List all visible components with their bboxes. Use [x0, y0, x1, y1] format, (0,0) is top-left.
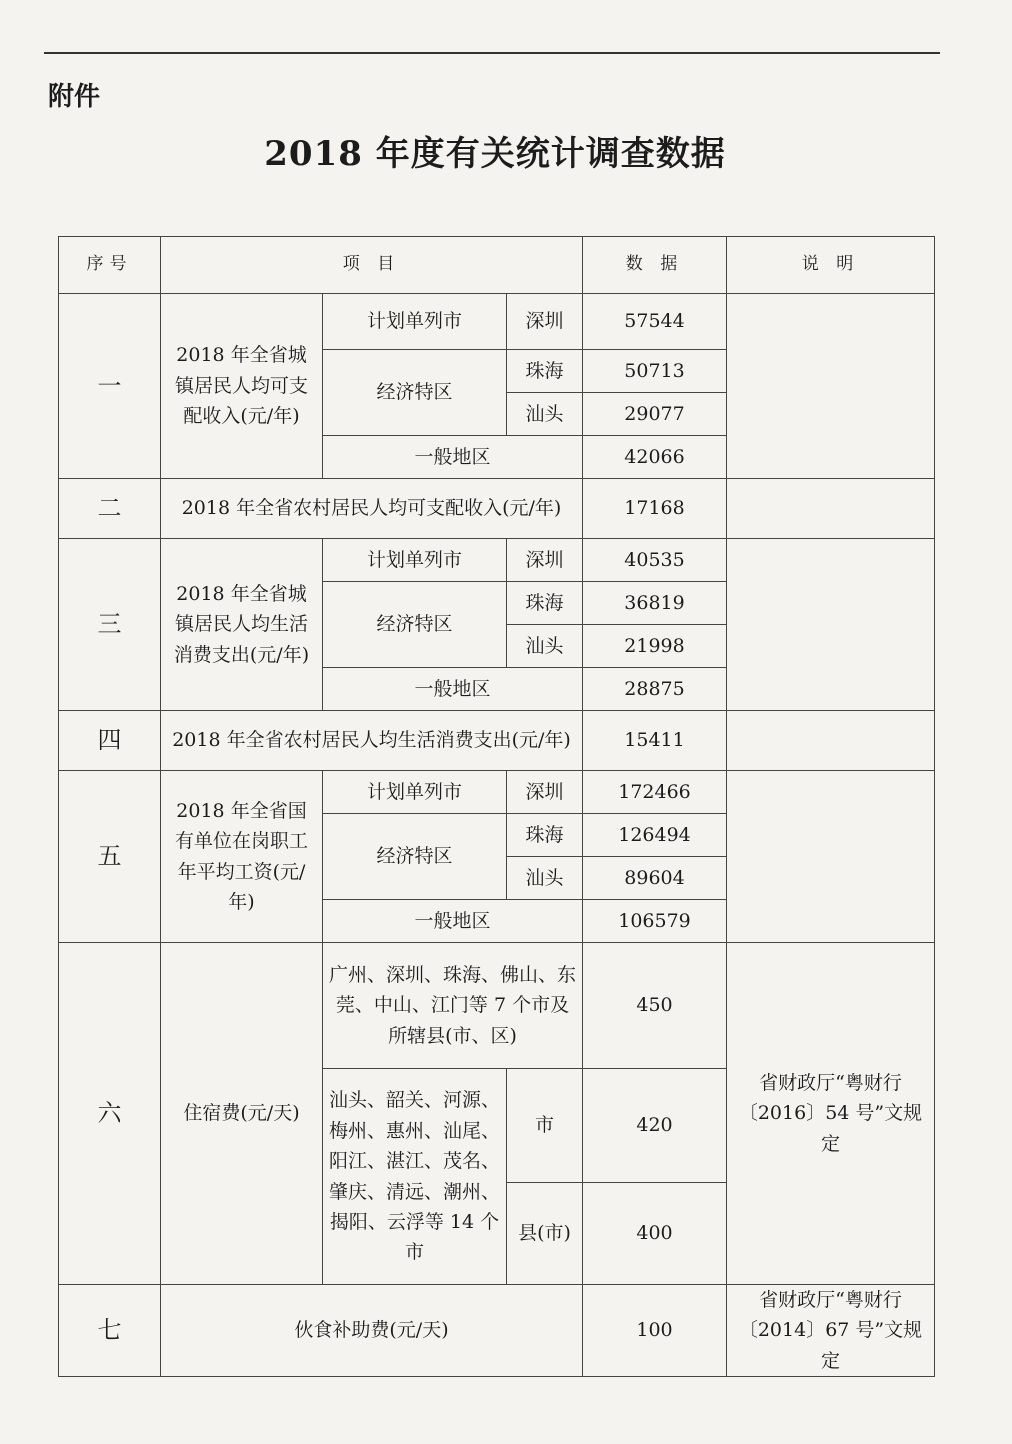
note-cell-empty	[727, 539, 935, 711]
item-title-cell: 2018 年全省农村居民人均可支配收入(元/年)	[161, 479, 583, 539]
city-cell: 汕头	[507, 393, 583, 436]
city-cell: 珠海	[507, 350, 583, 393]
seq-cell: 二	[59, 479, 161, 539]
note-cell: 省财政厅“粤财行〔2016〕54 号”文规定	[727, 943, 935, 1285]
sez-cell: 经济特区	[323, 814, 507, 900]
plan-city-cell: 计划单列市	[323, 771, 507, 814]
value-cell: 42066	[583, 436, 727, 479]
seq-cell: 七	[59, 1285, 161, 1377]
table-row	[59, 539, 935, 582]
header-data: 数 据	[583, 237, 727, 294]
note-cell-empty	[727, 294, 935, 479]
value-cell: 89604	[583, 857, 727, 900]
city-cell: 珠海	[507, 814, 583, 857]
seq-cell: 三	[59, 539, 161, 711]
value-cell: 126494	[583, 814, 727, 857]
city-level-cell: 市	[507, 1069, 583, 1183]
value-cell: 29077	[583, 393, 727, 436]
city-cell: 珠海	[507, 582, 583, 625]
plan-city-cell: 计划单列市	[323, 539, 507, 582]
value-cell: 57544	[583, 294, 727, 350]
note-cell-empty	[727, 771, 935, 943]
value-cell: 106579	[583, 900, 727, 943]
value-cell: 400	[583, 1183, 727, 1285]
value-cell: 15411	[583, 711, 727, 771]
general-area-cell: 一般地区	[323, 900, 583, 943]
table-row	[59, 771, 935, 814]
table-row	[59, 479, 935, 539]
table-row	[59, 294, 935, 350]
value-cell: 36819	[583, 582, 727, 625]
region-group-a-cell: 广州、深圳、珠海、佛山、东莞、中山、江门等 7 个市及所辖县(市、区)	[323, 943, 583, 1069]
attachment-label: 附件	[48, 82, 101, 112]
city-cell: 深圳	[507, 771, 583, 814]
seq-cell: 四	[59, 711, 161, 771]
value-cell: 40535	[583, 539, 727, 582]
city-cell: 汕头	[507, 625, 583, 668]
table-row	[59, 943, 935, 1069]
item-title-cell: 2018 年全省国有单位在岗职工年平均工资(元/年)	[161, 771, 323, 943]
city-cell: 深圳	[507, 539, 583, 582]
sez-cell: 经济特区	[323, 350, 507, 436]
seq-cell: 六	[59, 943, 161, 1285]
value-cell: 28875	[583, 668, 727, 711]
value-cell: 420	[583, 1069, 727, 1183]
item-title-cell: 伙食补助费(元/天)	[161, 1285, 583, 1377]
item-title-cell: 住宿费(元/天)	[161, 943, 323, 1285]
document-title: 2018 年度有关统计调查数据	[264, 134, 726, 174]
seq-cell: 一	[59, 294, 161, 479]
header-seq: 序号	[59, 237, 161, 294]
header-item: 项 目	[161, 237, 583, 294]
item-title-cell: 2018 年全省农村居民人均生活消费支出(元/年)	[161, 711, 583, 771]
table-row	[59, 711, 935, 771]
note-cell-empty	[727, 711, 935, 771]
item-title-cell: 2018 年全省城镇居民人均生活消费支出(元/年)	[161, 539, 323, 711]
value-cell: 50713	[583, 350, 727, 393]
city-cell: 汕头	[507, 857, 583, 900]
value-cell: 100	[583, 1285, 727, 1377]
top-rule	[44, 52, 940, 54]
value-cell: 450	[583, 943, 727, 1069]
note-cell-empty	[727, 479, 935, 539]
value-cell: 17168	[583, 479, 727, 539]
statistics-table	[58, 236, 935, 1377]
note-cell: 省财政厅“粤财行〔2014〕67 号”文规定	[727, 1285, 935, 1377]
item-title-cell: 2018 年全省城镇居民人均可支配收入(元/年)	[161, 294, 323, 479]
city-cell: 深圳	[507, 294, 583, 350]
sez-cell: 经济特区	[323, 582, 507, 668]
value-cell: 172466	[583, 771, 727, 814]
county-level-cell: 县(市)	[507, 1183, 583, 1285]
plan-city-cell: 计划单列市	[323, 294, 507, 350]
general-area-cell: 一般地区	[323, 668, 583, 711]
table-row	[59, 1285, 935, 1377]
general-area-cell: 一般地区	[323, 436, 583, 479]
table-header-row	[59, 237, 935, 294]
value-cell: 21998	[583, 625, 727, 668]
seq-cell: 五	[59, 771, 161, 943]
region-group-b-cell: 汕头、韶关、河源、梅州、惠州、汕尾、阳江、湛江、茂名、肇庆、清远、潮州、揭阳、云浮等 14 个市	[323, 1069, 507, 1285]
header-note: 说 明	[727, 237, 935, 294]
